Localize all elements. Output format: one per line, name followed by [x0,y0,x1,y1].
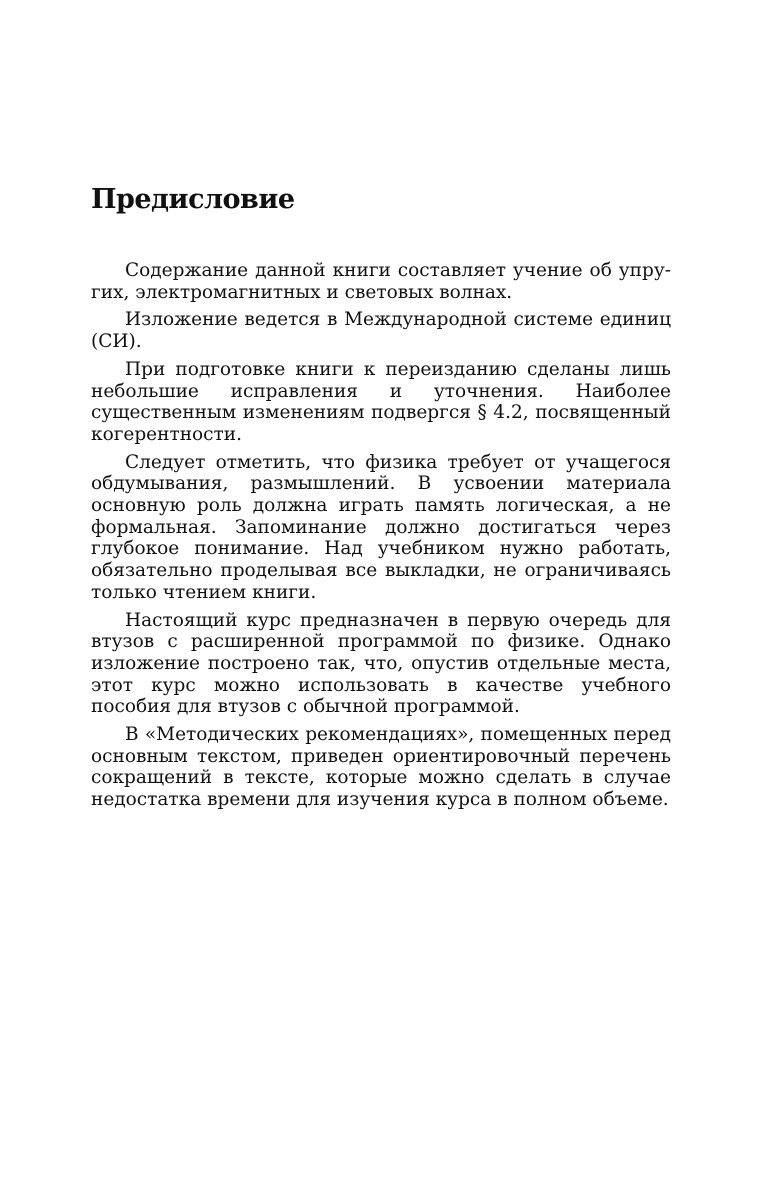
paragraph: При подготовке книги к переизданию сделаны лишь небольшие исправления и уточнения. Наиболее существенным изменениям подвергся § 4.2, посвященный когерентности. [91,358,671,445]
paragraph: Настоящий курс предназначен в первую очередь для втузов с расширенной программой по физике. Однако изложение построено так, что, опустив отдельные места, этот курс можно использовать в качестве учебного пособия для втузов с обычной программой. [91,609,671,718]
document-page [91,180,671,817]
paragraph: В «Методических рекомендациях», помещенных перед основным текстом, приведен ориентировочный перечень сокращений в тексте, которые можно сделать в случае недостатка времени для изучения курса в полном объеме. [91,724,671,811]
paragraph: Содержание данной книги составляет учение об упругих, электромагнитных и световых волнах. [91,260,671,303]
paragraph: Изложение ведется в Международной системе единиц (СИ). [91,309,671,353]
page-title: Предисловие [91,184,295,215]
paragraph: Следует отметить, что физика требует от учащегося обдумывания, размышлений. В усвоении материала основную роль должна играть память логическая, а не формальная. Запоминание должно достигаться через глубокое понимание. Над учебником нужно работать, обязательно проделывая все выкладки, не ограничиваясь только чтением книги. [91,451,671,603]
